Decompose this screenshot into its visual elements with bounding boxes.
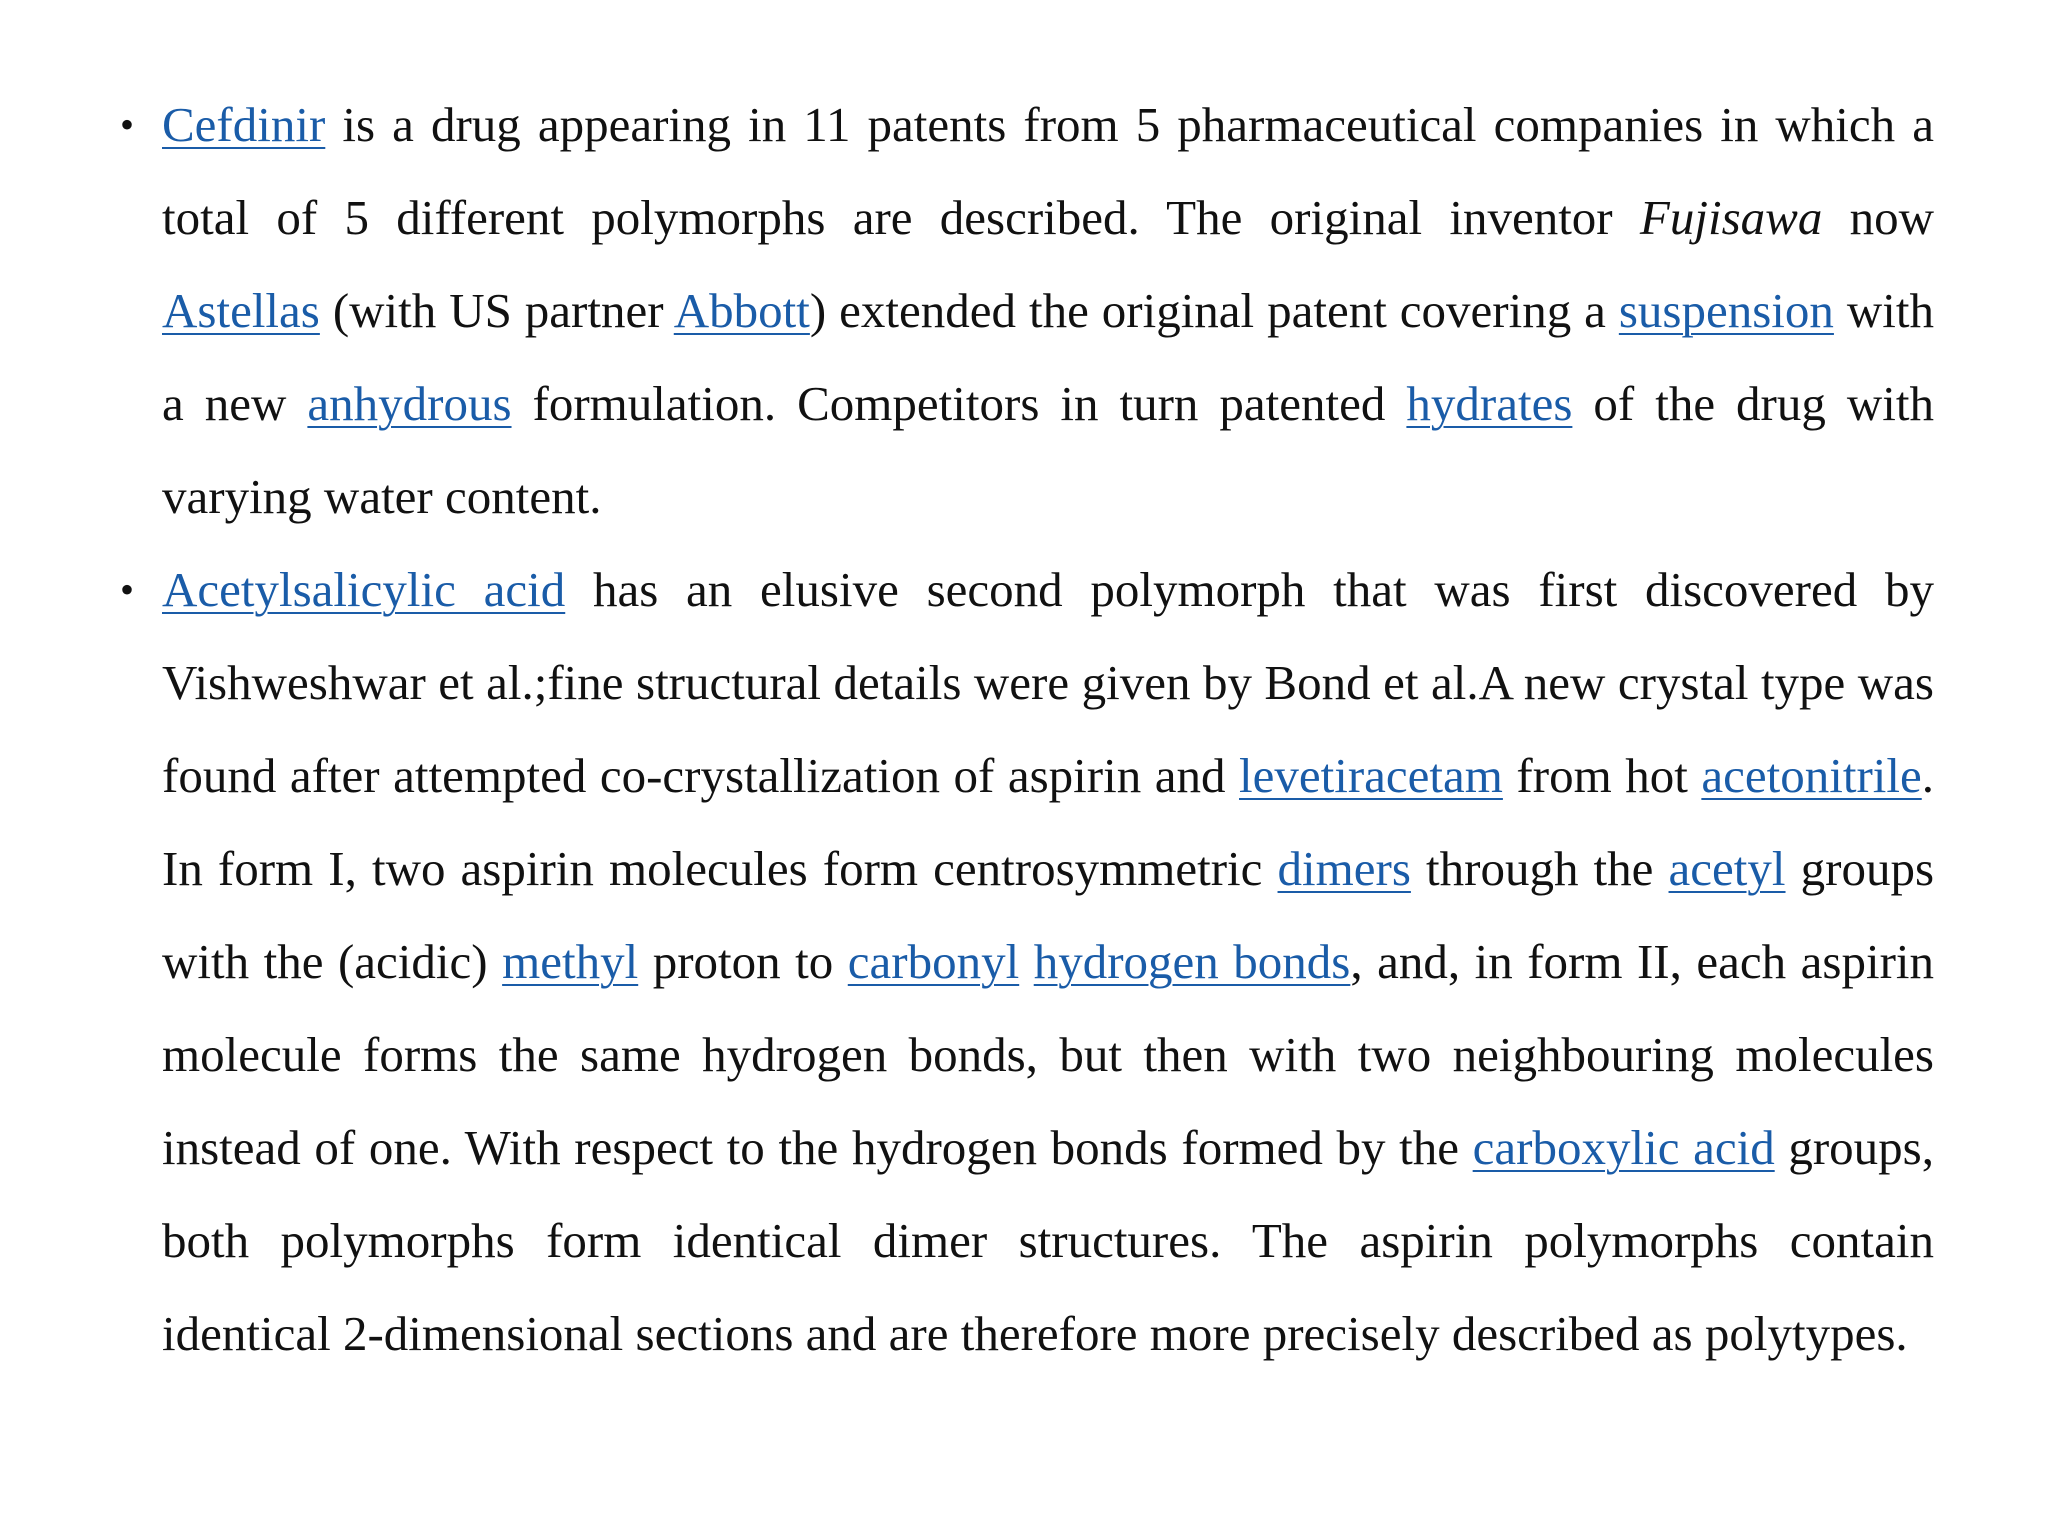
link-abbott[interactable]: Abbott xyxy=(673,283,810,338)
link-carboxylic-acid[interactable]: carboxylic acid xyxy=(1472,1120,1775,1175)
link-carbonyl[interactable]: carbonyl xyxy=(847,934,1020,989)
link-suspension[interactable]: suspension xyxy=(1618,283,1834,338)
link-dimers[interactable]: dimers xyxy=(1277,841,1411,896)
link-anhydrous[interactable]: anhydrous xyxy=(307,376,512,431)
bullet-marker: • xyxy=(120,567,135,612)
bullet-list xyxy=(0,78,1934,1380)
link-hydrates[interactable]: hydrates xyxy=(1406,376,1573,431)
body-text: ) extended the original patent covering a xyxy=(809,283,1619,338)
bullet-marker: • xyxy=(120,102,135,147)
link-hydrogen-bonds[interactable]: hydrogen bonds xyxy=(1033,934,1351,989)
body-text: . In form I, two aspirin molecules form centrosymmetric xyxy=(162,748,1934,896)
body-text: now xyxy=(1822,190,1934,245)
body-text xyxy=(1019,934,1034,989)
body-text: from hot xyxy=(1502,748,1702,803)
italic-text: Fujisawa xyxy=(1639,190,1823,245)
body-text: with a new xyxy=(162,283,1934,431)
body-text: proton to xyxy=(638,934,848,989)
link-levetiracetam[interactable]: levetiracetam xyxy=(1239,748,1503,803)
body-text: through the xyxy=(1410,841,1669,896)
body-text: of the drug with varying water content. xyxy=(162,376,1934,524)
bullet-paragraph xyxy=(162,97,1934,524)
link-acetyl[interactable]: acetyl xyxy=(1668,841,1786,896)
body-text: is a drug appearing in 11 patents from 5 pharmaceutical companies in which a total of 5 different polymorphs are described. The original inventor xyxy=(162,97,1934,245)
body-text: , and, in form II, each aspirin molecule forms the same hydrogen bonds, but then with two neighbouring molecules instead of one. With respect to the hydrogen bonds formed by the xyxy=(162,934,1934,1175)
body-text: groups with the (acidic) xyxy=(162,841,1935,989)
bullet-item-cefdinir xyxy=(0,78,1934,543)
link-methyl[interactable]: methyl xyxy=(502,934,639,989)
bullet-item-acetylsalicylic-acid xyxy=(0,543,1934,1380)
body-text: has an elusive second polymorph that was first discovered by Vishweshwar et al.;fine structural details were given by Bond et al.A new crystal type was found after attempted co-crystallization of aspirin and xyxy=(162,562,1934,803)
link-acetylsalicylic-acid[interactable]: Acetylsalicylic acid xyxy=(162,562,566,617)
body-text: groups, both polymorphs form identical dimer structures. The aspirin polymorphs contain identical 2-dimensional sections and are therefore more precisely described as polytypes. xyxy=(162,1120,1934,1361)
link-cefdinir[interactable]: Cefdinir xyxy=(162,97,326,152)
link-astellas[interactable]: Astellas xyxy=(162,283,320,338)
body-text: formulation. Competitors in turn patented xyxy=(511,376,1407,431)
link-acetonitrile[interactable]: acetonitrile xyxy=(1701,748,1922,803)
bullet-paragraph xyxy=(162,562,1934,1361)
body-text: (with US partner xyxy=(319,283,674,338)
